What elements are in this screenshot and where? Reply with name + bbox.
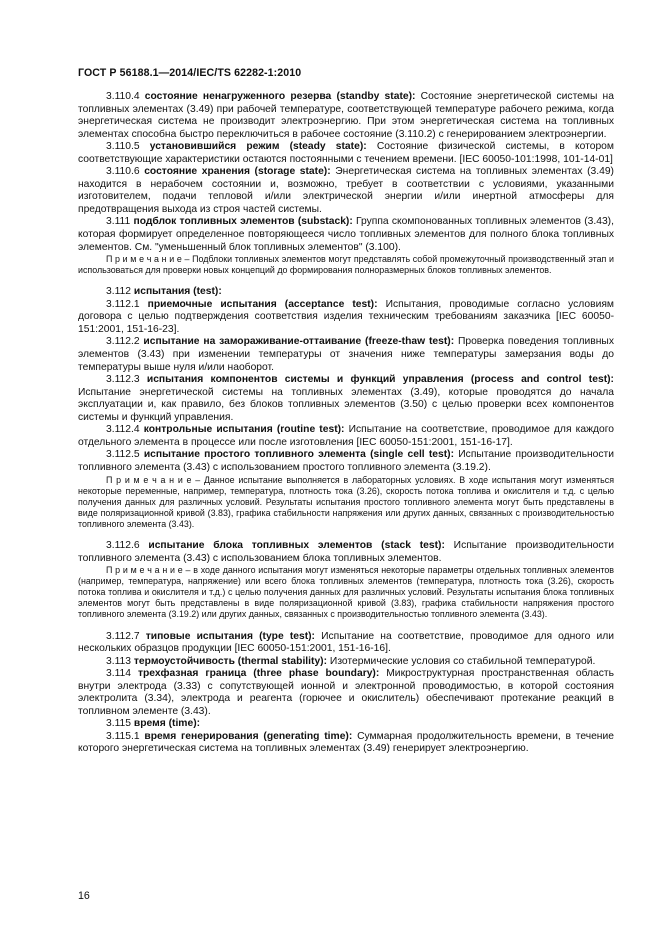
- term: время генерирования (generating time):: [144, 730, 353, 742]
- entry-3-112-7: 3.112.7 типовые испытания (type test): Испытание на соответствие, проводимое для одного или нескольких образцов продукции [IEC 60050-151:2001, 151-16-16].: [78, 630, 614, 655]
- term: испытание простого топливного элемента (single cell test):: [143, 449, 455, 461]
- note-3-111: П р и м е ч а н и е – Подблоки топливных элементов могут представлять собой промежуточный производственный этап и использоваться для проверки новых концепций до формирования полноразмерных блоков топливных элементов.: [78, 254, 614, 276]
- entry-3-112: 3.112 испытания (test):: [106, 286, 222, 298]
- entry-3-113: 3.113 термоустойчивость (thermal stability): Изотермические условия со стабильной температурой.: [106, 655, 596, 667]
- note-3-112-5: П р и м е ч а н и е – Данное испытание выполняется в лабораторных условиях. В ходе испытания могут изменяться некоторые переменные, например, температура, плотность тока (3.26), скорость потока топлива и окислителя и т.д. с целью получения данных для различных условий. Результаты испытания простого топливного элемента могут быть представлены в виде поляризационной кривой (3.83), графика стабильности напряжения или других данных, связанных с производительностью топливного элемента (3.43).: [78, 474, 615, 529]
- term: трехфазная граница (three phase boundary):: [137, 668, 380, 680]
- note-label: П р и м е ч а н и е: [106, 474, 192, 485]
- term: состояние хранения (storage state):: [144, 166, 331, 178]
- entry-3-112-2: 3.112.2 испытание на замораживание-оттаивание (freeze-thaw test): Проверка поведения топливных элементов (3.43) при изменении температуры от значения ниже температуры замерзания воды до температуры выше нуля и/или наоборот.: [78, 336, 614, 373]
- entry-3-112-4: 3.112.4 контрольные испытания (routine test): Испытание на соответствие, проводимое для каждого отдельного элемента в процессе или после изготовления [IEC 60050-151:2001, 151-16-17].: [78, 424, 614, 448]
- entry-3-110-6: 3.110.6 состояние хранения (storage state): Энергетическая система на топливных элементах (3.49) находится в нерабочем состоянии и, возможно, требует в соответствии с условиями, указанными изготовителем, подачи тепловой и/или электрической энергии и/или инертной атмосферы для предотвращения выхода из строя частей системы.: [78, 166, 614, 215]
- entry-3-112-6: 3.112.6 испытание блока топливных элементов (stack test): Испытание производительности топливного элемента (3.43) с использованием блока топливных элементов.: [78, 539, 614, 564]
- entry-3-112-3: 3.112.3 испытания компонентов системы и функций управления (process and control test): Испытание энергетической системы на топливных элементах (3.49), которые проводятся до начала эксплуатации и, как правило, без блоков топливных элементов (3.50) с целью проверки всех компонентов системы и функций управления.: [78, 374, 614, 423]
- term: подблок топливных элементов (substack):: [133, 216, 353, 228]
- note-label: П р и м е ч а н и е: [106, 254, 182, 265]
- entry-3-112-1: 3.112.1 приемочные испытания (acceptance test): Испытания, проводимые согласно условиям договора с целью подтверждения соответствия изделия техническим требованиям заказчика [IEC 60050-151:2001, 151-16-23].: [78, 298, 614, 335]
- entry-3-110-5: 3.110.5 установившийся режим (steady state): Состояние физической системы, в котором соответствующие характеристики остаются постоянными с течением времени. [IEC 60050-101:1998, 101-14-01]: [78, 141, 614, 165]
- term: испытание блока топливных элементов (stack test):: [148, 539, 445, 551]
- note-label: П р и м е ч а н и е: [106, 565, 183, 576]
- entry-3-111: 3.111 подблок топливных элементов (substack): Группа скомпонованных топливных элементов (3.43), которая формирует определенное повторяющееся число топливных элементов для полного блока топливных элементов. См. "уменьшенный блок топливных элементов" (3.100).: [78, 216, 614, 253]
- entry-3-112-5: 3.112.5 испытание простого топливного элемента (single cell test): Испытание производительности топливного элемента (3.43) с использованием простого топливного элемента (3.19.2).: [78, 449, 614, 473]
- term: типовые испытания (type test):: [145, 630, 315, 642]
- entry-3-115-1: 3.115.1 время генерирования (generating time): Суммарная продолжительность времени, в течение которого энергетическая система на топливных элементах (3.49) генерирует электроэнергию.: [78, 730, 614, 755]
- note-3-112-6: П р и м е ч а н и е – в ходе данного испытания могут изменяться некоторые параметры отдельных топливных элементов (например, температура, напряжение) или всего блока топливных элементов (температура, плотность тока (3.26), скорость потока топлива и окислителя и т.д.) с целью получения данных для различных условий. Результаты испытания блока топливных элементов могут быть представлены в виде поляризационной кривой (3.83), графика стабильности напряжения простого топливного элемента (3.19.2) или других данных, связанных с производительностью топливного элемента (3.43).: [78, 565, 614, 620]
- page-number: 16: [78, 890, 90, 902]
- term: состояние ненагруженного резерва (standby state):: [144, 91, 416, 102]
- entry-3-114: 3.114 трехфазная граница (three phase boundary): Микроструктурная пространственная область внутри электрода (3.33) с сопутствующей ионной и электронной проводимостью, в которой состояния электролита (3.34), электрода и реагента (горючее и окислитель) обеспечивают протекание реакций в топливном элементе (3.43).: [78, 668, 614, 717]
- term: испытания компонентов системы и функций управления (process and control test):: [146, 374, 614, 386]
- term: приемочные испытания (acceptance test):: [147, 298, 378, 310]
- term: время (time):: [133, 718, 201, 730]
- term: испытание на замораживание-оттаивание (freeze-thaw test):: [143, 336, 455, 348]
- entry-3-115: 3.115 время (time):: [106, 718, 201, 730]
- term: термоустойчивость (thermal stability):: [133, 655, 328, 667]
- document-header: ГОСТ Р 56188.1—2014/IEC/TS 62282-1:2010: [78, 67, 302, 79]
- term: установившийся режим (steady state):: [149, 141, 367, 153]
- term: испытания (test):: [133, 286, 222, 298]
- document-body: [78, 91, 614, 756]
- term: контрольные испытания (routine test):: [143, 424, 345, 436]
- entry-3-110-4: 3.110.4 состояние ненагруженного резерва (standby state): Состояние энергетической системы на топливных элементах (3.49) при рабочей температуре, соответствующей температуре рабочего режима, когда энергетическая система не производит электроэнергию. При этом энергетическая система на топливных элементах способна быстро переключиться в рабочее состояние (3.110.2) с генерированием электроэнергии.: [78, 91, 614, 140]
